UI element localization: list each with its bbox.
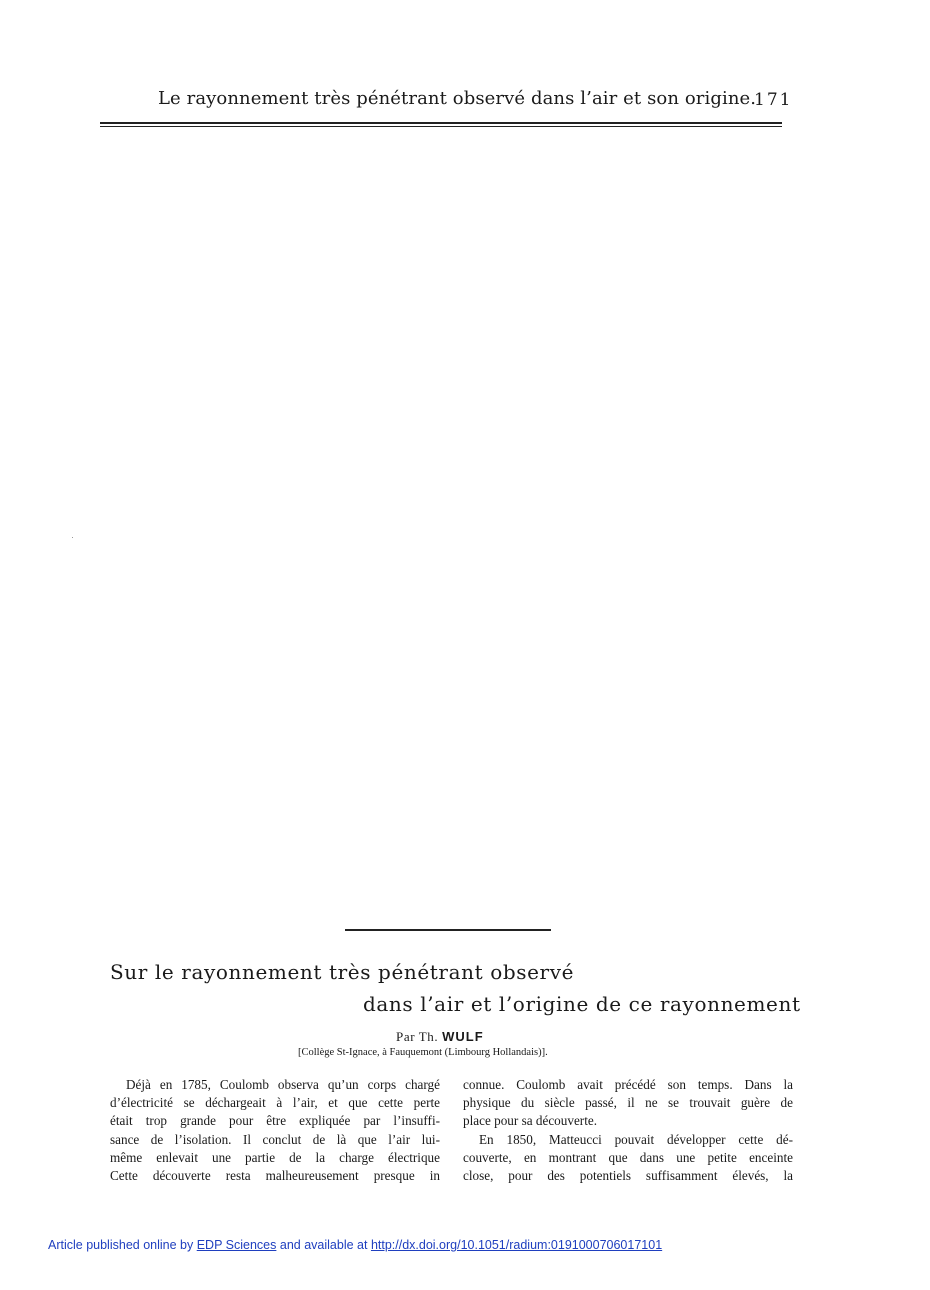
text-line: connue. Coulomb avait précédé son temps. Dans la bbox=[463, 1077, 793, 1092]
text-line: close, pour des potentiels suffisamment élevés, la bbox=[463, 1168, 793, 1184]
body-column-left bbox=[110, 1076, 440, 1185]
text-line: Cette découverte resta malheureusement presque in bbox=[110, 1168, 440, 1184]
running-header-title: Le rayonnement très pénétrant observé dans l’air et son origine. bbox=[158, 88, 757, 109]
text-line: d’électricité se déchargeait à l’air, et que cette perte bbox=[110, 1095, 440, 1111]
section-divider bbox=[345, 929, 551, 931]
byline-prefix: Par Th. bbox=[396, 1029, 439, 1044]
publication-footer bbox=[48, 1238, 662, 1252]
byline bbox=[396, 1029, 484, 1045]
doi-link[interactable]: http://dx.doi.org/10.1051/radium:0191000706017101 bbox=[370, 1238, 663, 1252]
footer-prefix: Article published online by bbox=[48, 1238, 194, 1252]
article-title-line-1: Sur le rayonnement très pénétrant observé bbox=[110, 960, 575, 984]
text-line: place pour sa découverte. bbox=[463, 1113, 598, 1129]
text-line: En 1850, Matteucci pouvait développer cette dé- bbox=[479, 1131, 793, 1147]
author-name: WULF bbox=[442, 1029, 484, 1044]
text-line: Déjà en 1785, Coulomb observa qu’un corps chargé bbox=[126, 1077, 440, 1092]
article-title-line-2: dans l’air et l’origine de ce rayonnement bbox=[363, 992, 801, 1016]
text-line: physique du siècle passé, il ne se trouvait guère de bbox=[463, 1095, 793, 1111]
page-number: 171 bbox=[754, 90, 793, 110]
text-line: même enlevait une partie de la charge électrique bbox=[110, 1149, 440, 1165]
author-affiliation: [Collège St-Ignace, à Fauquemont (Limbourg Hollandais)]. bbox=[298, 1047, 548, 1058]
footer-middle: and available at bbox=[279, 1238, 368, 1252]
text-line: couverte, en montrant que dans une petite enceinte bbox=[463, 1149, 793, 1165]
body-column-right bbox=[463, 1076, 793, 1185]
text-line: sance de l’isolation. Il conclut de là que l’air lui- bbox=[110, 1131, 440, 1147]
header-rule bbox=[100, 122, 782, 124]
text-line: était trop grande pour être expliquée par l’insuffi- bbox=[110, 1113, 440, 1129]
publisher-link[interactable]: EDP Sciences bbox=[196, 1238, 277, 1252]
header-rule-thin bbox=[100, 126, 782, 127]
scan-speck bbox=[72, 537, 73, 538]
